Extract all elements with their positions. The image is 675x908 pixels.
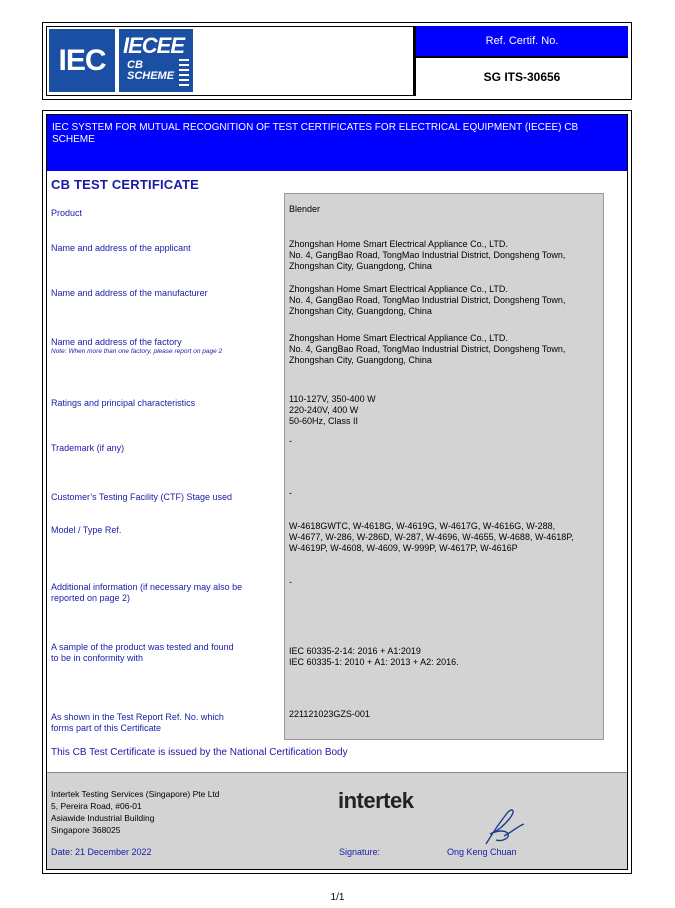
- factory-note: Note: When more than one factory, please report on page 2: [51, 348, 223, 355]
- certificate-date: Date: 21 December 2022: [51, 847, 152, 857]
- intertek-logo: intertek: [338, 788, 414, 813]
- iec-logo: [49, 29, 115, 92]
- applicant-value: Zhongshan Home Smart Electrical Appliance Co., LTD. No. 4, GangBao Road, TongMao Industrial District, Dongsheng Town, Zhongshan City, Guangdong, China: [289, 239, 566, 271]
- iec-logo-text: IEC: [58, 43, 106, 77]
- product-label: Product: [51, 208, 83, 218]
- ctf-label: Customer’s Testing Facility (CTF) Stage used: [51, 492, 233, 502]
- iecee-logo-text: IECEE: [123, 33, 185, 58]
- applicant-label: Name and address of the applicant: [51, 243, 191, 253]
- ref-certif-number: SG ITS-30656: [416, 56, 628, 96]
- handwritten-signature: [478, 804, 528, 848]
- report-label: As shown in the Test Report Ref. No. which forms part of this Certificate: [51, 712, 224, 733]
- model-label: Model / Type Ref.: [51, 525, 122, 535]
- factory-label: Name and address of the factory: [51, 337, 182, 347]
- additional-value: -: [289, 577, 292, 587]
- logo-stripes: [179, 59, 189, 87]
- ratings-value: 110-127V, 350-400 W 220-240V, 400 W 50-60Hz, Class II: [289, 394, 376, 426]
- trademark-label: Trademark (if any): [51, 443, 125, 453]
- product-value: Blender: [289, 204, 321, 214]
- iecee-banner: IEC SYSTEM FOR MUTUAL RECOGNITION OF TEST CERTIFICATES FOR ELECTRICAL EQUIPMENT (IECEE) CB SCHEME: [47, 115, 627, 171]
- ref-certif-label: Ref. Certif. No.: [416, 26, 628, 56]
- cb-scheme-logo-text: CB SCHEME: [127, 59, 175, 82]
- manufacturer-value: Zhongshan Home Smart Electrical Appliance Co., LTD. No. 4, GangBao Road, TongMao Industrial District, Dongsheng Town, Zhongshan City, Guangdong, China: [289, 284, 566, 316]
- certificate-title: CB TEST CERTIFICATE: [51, 177, 199, 192]
- iecee-cb-logo: [119, 29, 193, 92]
- signatory-name: Ong Keng Chuan: [447, 847, 517, 857]
- report-value: 221121023GZS-001: [289, 709, 370, 719]
- trademark-value: -: [289, 436, 292, 446]
- conformity-label: A sample of the product was tested and found to be in conformity with: [51, 642, 234, 663]
- factory-value: Zhongshan Home Smart Electrical Appliance Co., LTD. No. 4, GangBao Road, TongMao Industrial District, Dongsheng Town, Zhongshan City, Guangdong, China: [289, 333, 566, 365]
- ratings-label: Ratings and principal characteristics: [51, 398, 196, 408]
- ncb-address: Intertek Testing Services (Singapore) Pte Ltd 5, Pereira Road, #06-01 Asiawide Industrial Building Singapore 368025: [51, 789, 220, 835]
- additional-label: Additional information (if necessary may also be reported on page 2): [51, 582, 243, 603]
- conformity-value: IEC 60335-2-14: 2016 + A1:2019 IEC 60335-1: 2010 + A1: 2013 + A2: 2016.: [289, 646, 459, 667]
- manufacturer-label: Name and address of the manufacturer: [51, 288, 208, 298]
- signature-label: Signature:: [339, 847, 381, 857]
- page-number: 1/1: [330, 892, 345, 903]
- model-value: W-4618GWTC, W-4618G, W-4619G, W-4617G, W-4616G, W-288, W-4677, W-286, W-286D, W-287, W-4696, W-4655, W-4688, W-4618P, W-4619P, W-4608, W-4609, W-999P, W-4617P, W-4616P: [289, 521, 574, 553]
- ctf-value: -: [289, 488, 292, 498]
- issued-by-statement: This CB Test Certificate is issued by the National Certification Body: [51, 747, 348, 758]
